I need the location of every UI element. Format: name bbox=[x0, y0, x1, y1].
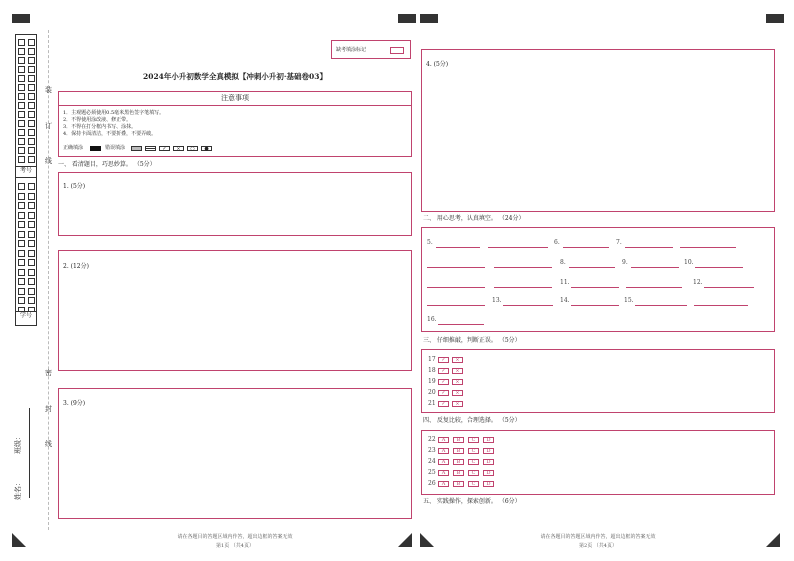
binding-xian2: 线 bbox=[45, 440, 52, 448]
notes-line: 2．不得使用涂改液、修正带。 bbox=[63, 117, 132, 123]
id-digit-cell[interactable] bbox=[18, 120, 25, 127]
footer-page: 第2页 （共4页） bbox=[579, 543, 617, 549]
mc-option-d[interactable]: D bbox=[483, 481, 494, 487]
id-digit-cell[interactable] bbox=[28, 57, 35, 64]
wrong-fill-dot-icon: ● bbox=[201, 146, 212, 151]
blank-number: 15. bbox=[624, 297, 634, 304]
multiple-choice-box bbox=[421, 430, 775, 495]
id-digit-cell[interactable] bbox=[18, 129, 25, 136]
id-digit-cell[interactable] bbox=[28, 75, 35, 82]
absent-mark-checkbox[interactable] bbox=[390, 47, 404, 54]
id-digit-cell[interactable] bbox=[28, 278, 35, 285]
tf-number: 21 bbox=[428, 400, 436, 407]
answer-blank[interactable] bbox=[680, 247, 736, 248]
mc-option-a[interactable]: A bbox=[438, 437, 449, 443]
fill-in-box bbox=[421, 227, 775, 332]
q3-label: 3. (9分) bbox=[63, 400, 86, 407]
answer-blank[interactable] bbox=[694, 305, 748, 306]
section4-heading: 四、 反复比较，合理选择。 （5分） bbox=[423, 417, 521, 424]
id-digit-cell[interactable] bbox=[28, 147, 35, 154]
mc-number: 22 bbox=[428, 436, 436, 443]
footer-notice: 请在各题目的答题区域内作答，超出边框的答案无效 bbox=[540, 534, 656, 540]
id-digit-cell[interactable] bbox=[18, 84, 25, 91]
id-digit-cell[interactable] bbox=[28, 111, 35, 118]
answer-blank[interactable] bbox=[488, 247, 548, 248]
mc-option-b[interactable]: B bbox=[453, 448, 464, 454]
id-digit-cell[interactable] bbox=[18, 156, 25, 163]
q1-label: 1. (5分) bbox=[63, 183, 86, 190]
wrong-fill-cross-icon: × bbox=[173, 146, 184, 151]
answer-box-q1[interactable] bbox=[58, 172, 412, 236]
id-digit-cell[interactable] bbox=[28, 212, 35, 219]
answer-blank[interactable] bbox=[563, 247, 609, 248]
notes-line: 1．主观题必须使用0.5毫米黑色签字笔填写。 bbox=[63, 110, 165, 116]
notes-box bbox=[58, 91, 412, 157]
answer-blank[interactable] bbox=[427, 287, 485, 288]
tf-true-option[interactable]: ✓ bbox=[438, 368, 449, 374]
answer-blank[interactable] bbox=[625, 247, 673, 248]
id-digit-cell[interactable] bbox=[28, 288, 35, 295]
mc-option-b[interactable]: B bbox=[453, 459, 464, 465]
wrong-fill-circle-icon: ○ bbox=[187, 146, 198, 151]
blank-number: 14. bbox=[560, 297, 570, 304]
id-digit-cell[interactable] bbox=[28, 39, 35, 46]
notes-line: 3．不得在打分框内书写、涂抹。 bbox=[63, 124, 137, 130]
binding-xian: 线 bbox=[45, 157, 52, 165]
binding-zhuang: 装 bbox=[45, 86, 52, 94]
mc-number: 23 bbox=[428, 447, 436, 454]
blank-number: 6. bbox=[554, 239, 560, 246]
mc-option-c[interactable]: C bbox=[468, 459, 479, 465]
tf-false-option[interactable]: × bbox=[452, 390, 463, 396]
binding-ding: 订 bbox=[45, 122, 52, 130]
blank-number: 12. bbox=[693, 279, 703, 286]
id-digit-cell[interactable] bbox=[18, 231, 25, 238]
mc-option-d[interactable]: D bbox=[483, 470, 494, 476]
answer-blank[interactable] bbox=[494, 287, 552, 288]
id-digit-cell[interactable] bbox=[18, 102, 25, 109]
binding-line bbox=[48, 30, 49, 530]
id-digit-cell[interactable] bbox=[28, 138, 35, 145]
binding-mi: 密 bbox=[45, 369, 52, 377]
id-digit-cell[interactable] bbox=[28, 259, 35, 266]
mc-option-a[interactable]: A bbox=[438, 448, 449, 454]
id-digit-cell[interactable] bbox=[18, 193, 25, 200]
tf-number: 20 bbox=[428, 389, 436, 396]
class-label: 班级： bbox=[14, 433, 22, 454]
absent-mark-box bbox=[331, 40, 411, 59]
mc-option-c[interactable]: C bbox=[468, 470, 479, 476]
tf-false-option[interactable]: × bbox=[452, 357, 463, 363]
id-digit-cell[interactable] bbox=[18, 269, 25, 276]
mc-number: 26 bbox=[428, 480, 436, 487]
section3-heading: 三、 仔细推敲，判断正误。 （5分） bbox=[423, 337, 521, 344]
answer-blank[interactable] bbox=[436, 247, 480, 248]
q4-label: 4. (5分) bbox=[426, 61, 449, 68]
id-digit-cell[interactable] bbox=[18, 212, 25, 219]
id-digit-cell[interactable] bbox=[18, 147, 25, 154]
mc-option-c[interactable]: C bbox=[468, 448, 479, 454]
answer-blank[interactable] bbox=[438, 324, 484, 325]
mc-option-c[interactable]: C bbox=[468, 481, 479, 487]
id-digit-cell[interactable] bbox=[28, 221, 35, 228]
answer-blank[interactable] bbox=[571, 305, 619, 306]
tf-false-option[interactable]: × bbox=[452, 401, 463, 407]
id-digit-cell[interactable] bbox=[28, 102, 35, 109]
tf-number: 18 bbox=[428, 367, 436, 374]
answer-box-q2[interactable] bbox=[58, 250, 412, 371]
correct-fill-sample bbox=[90, 146, 101, 151]
mc-option-b[interactable]: B bbox=[453, 437, 464, 443]
mc-option-b[interactable]: B bbox=[453, 470, 464, 476]
footer-notice: 请在各题目的答题区域内作答，超出边框的答案无效 bbox=[177, 534, 293, 540]
id-digit-cell[interactable] bbox=[18, 75, 25, 82]
blank-number: 16. bbox=[427, 316, 437, 323]
mc-number: 24 bbox=[428, 458, 436, 465]
mc-option-d[interactable]: D bbox=[483, 437, 494, 443]
id-digit-cell[interactable] bbox=[18, 39, 25, 46]
answer-blank[interactable] bbox=[631, 267, 679, 268]
answer-blank[interactable] bbox=[635, 305, 687, 306]
tf-true-option[interactable]: ✓ bbox=[438, 401, 449, 407]
id-digit-cell[interactable] bbox=[28, 66, 35, 73]
answer-blank[interactable] bbox=[571, 287, 619, 288]
true-false-box bbox=[421, 349, 775, 413]
answer-blank[interactable] bbox=[704, 287, 754, 288]
blank-number: 9. bbox=[622, 259, 628, 266]
id-digit-cell[interactable] bbox=[28, 129, 35, 136]
answer-box-q4[interactable] bbox=[421, 49, 775, 212]
id-digit-cell[interactable] bbox=[28, 193, 35, 200]
blank-number: 8. bbox=[560, 259, 566, 266]
student-id-grid bbox=[15, 34, 37, 326]
id-digit-cell[interactable] bbox=[28, 269, 35, 276]
id-digit-cell[interactable] bbox=[18, 288, 25, 295]
answer-box-q3[interactable] bbox=[58, 388, 412, 519]
mc-option-d[interactable]: D bbox=[483, 459, 494, 465]
id-digit-cell[interactable] bbox=[18, 66, 25, 73]
answer-blank[interactable] bbox=[569, 267, 615, 268]
id-digit-cell[interactable] bbox=[28, 297, 35, 304]
name-field[interactable] bbox=[29, 450, 30, 498]
id-digit-cell[interactable] bbox=[18, 48, 25, 55]
section5-heading: 五、 实践操作，探索创新。 （6分） bbox=[423, 498, 521, 505]
answer-blank[interactable] bbox=[427, 267, 485, 268]
id-digit-cell[interactable] bbox=[28, 84, 35, 91]
student-id-label: 学号 bbox=[16, 311, 36, 322]
tf-number: 17 bbox=[428, 356, 436, 363]
mc-option-a[interactable]: A bbox=[438, 470, 449, 476]
notes-line: 4．保持卡面清洁，不要折叠，不要弄破。 bbox=[63, 131, 157, 137]
tf-true-option[interactable]: ✓ bbox=[438, 357, 449, 363]
notes-heading: 注意事项 bbox=[59, 94, 411, 106]
id-digit-cell[interactable] bbox=[18, 278, 25, 285]
wrong-fill-check-icon: ✓ bbox=[159, 146, 170, 151]
binding-feng: 封 bbox=[45, 405, 52, 413]
answer-blank[interactable] bbox=[494, 267, 552, 268]
blank-number: 11. bbox=[560, 279, 570, 286]
registration-mark bbox=[420, 14, 438, 23]
id-digit-cell[interactable] bbox=[28, 93, 35, 100]
registration-mark bbox=[398, 14, 416, 23]
registration-triangle bbox=[12, 533, 26, 547]
id-digit-cell[interactable] bbox=[28, 240, 35, 247]
id-digit-cell[interactable] bbox=[18, 138, 25, 145]
class-field[interactable] bbox=[29, 408, 30, 452]
tf-false-option[interactable]: × bbox=[452, 368, 463, 374]
id-digit-cell[interactable] bbox=[28, 156, 35, 163]
id-digit-cell[interactable] bbox=[18, 221, 25, 228]
id-digit-cell[interactable] bbox=[18, 250, 25, 257]
mc-option-a[interactable]: A bbox=[438, 459, 449, 465]
registration-mark bbox=[766, 14, 784, 23]
exam-title: 2024年小升初数学全真模拟【冲刺小升初·基础卷03】 bbox=[143, 72, 327, 81]
answer-blank[interactable] bbox=[503, 305, 553, 306]
id-digit-cell[interactable] bbox=[18, 93, 25, 100]
answer-blank[interactable] bbox=[427, 305, 485, 306]
wrong-fill-sample bbox=[145, 146, 156, 151]
blank-number: 5. bbox=[427, 239, 433, 246]
id-digit-cell[interactable] bbox=[18, 202, 25, 209]
id-digit-cell[interactable] bbox=[28, 202, 35, 209]
answer-blank[interactable] bbox=[695, 267, 743, 268]
wrong-fill-sample bbox=[131, 146, 142, 151]
id-digit-cell[interactable] bbox=[18, 240, 25, 247]
section2-heading: 二、 用心思考，认真填空。 （24分） bbox=[423, 215, 525, 222]
seat-label: 考号 bbox=[16, 166, 36, 178]
id-digit-cell[interactable] bbox=[18, 183, 25, 190]
mc-option-a[interactable]: A bbox=[438, 481, 449, 487]
q2-label: 2. (12分) bbox=[63, 263, 89, 270]
id-digit-cell[interactable] bbox=[28, 231, 35, 238]
absent-mark-label: 缺考填涂标记 bbox=[336, 47, 367, 53]
id-digit-cell[interactable] bbox=[28, 250, 35, 257]
mc-option-c[interactable]: C bbox=[468, 437, 479, 443]
id-digit-cell[interactable] bbox=[18, 57, 25, 64]
wrong-fill-label: 错误填涂 bbox=[105, 145, 126, 151]
blank-number: 7. bbox=[616, 239, 622, 246]
blank-number: 10. bbox=[684, 259, 694, 266]
name-label: 姓名： bbox=[14, 479, 22, 500]
id-digit-cell[interactable] bbox=[28, 120, 35, 127]
id-digit-cell[interactable] bbox=[28, 48, 35, 55]
tf-true-option[interactable]: ✓ bbox=[438, 379, 449, 385]
blank-number: 13. bbox=[492, 297, 502, 304]
mc-option-d[interactable]: D bbox=[483, 448, 494, 454]
tf-true-option[interactable]: ✓ bbox=[438, 390, 449, 396]
registration-mark bbox=[12, 14, 30, 23]
tf-number: 19 bbox=[428, 378, 436, 385]
mc-option-b[interactable]: B bbox=[453, 481, 464, 487]
id-digit-cell[interactable] bbox=[18, 111, 25, 118]
answer-blank[interactable] bbox=[626, 287, 682, 288]
id-digit-cell[interactable] bbox=[18, 259, 25, 266]
footer-page: 第1页 （共4页） bbox=[216, 543, 254, 549]
id-digit-cell[interactable] bbox=[18, 297, 25, 304]
id-digit-cell[interactable] bbox=[28, 183, 35, 190]
correct-fill-label: 正确填涂 bbox=[63, 145, 84, 151]
mc-number: 25 bbox=[428, 469, 436, 476]
section1-heading: 一、 看清题目，巧思妙算。 （5分） bbox=[58, 161, 156, 168]
tf-false-option[interactable]: × bbox=[452, 379, 463, 385]
